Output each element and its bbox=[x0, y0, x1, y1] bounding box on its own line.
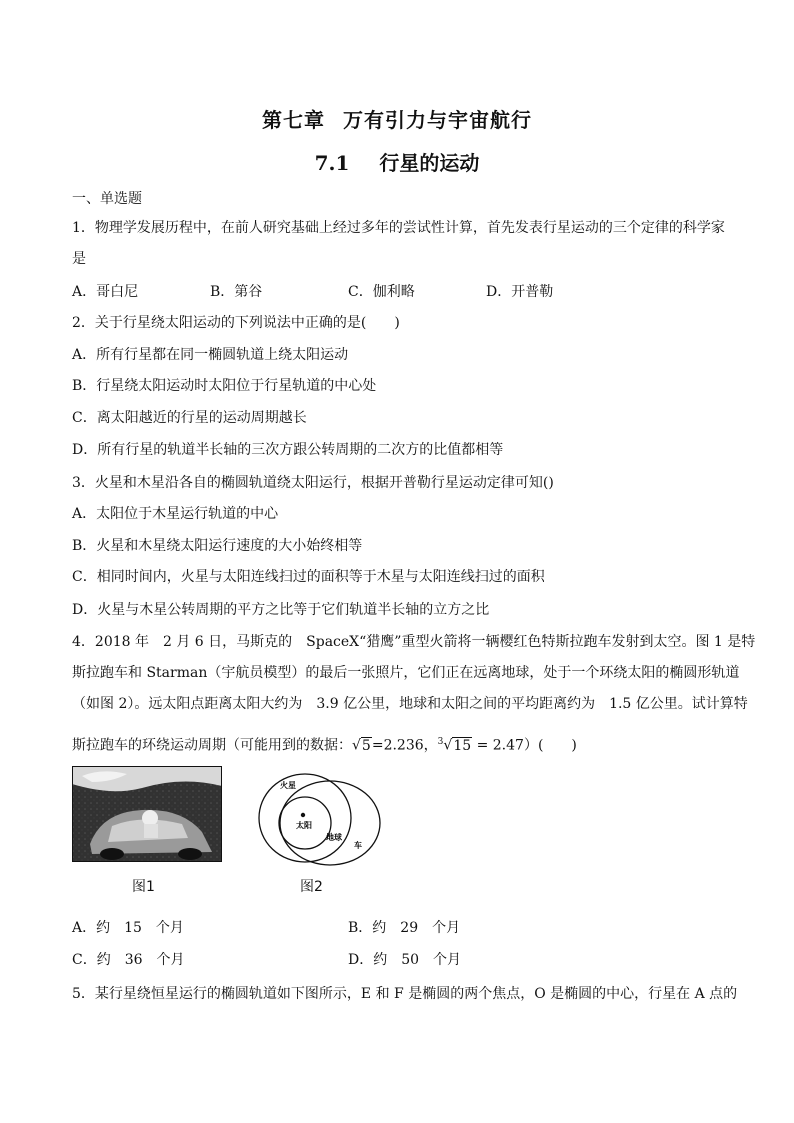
q4-stem-line4 bbox=[72, 733, 577, 755]
q3-stem: 3．火星和木星沿各自的椭圆轨道绕太阳运行，根据开普勒行星运动定律可知() bbox=[72, 475, 554, 491]
q4-line4-prefix: 斯拉跑车的环绕运动周期（可能用到的数据： bbox=[72, 737, 352, 754]
q3-option-a: A．太阳位于木星运行轨道的中心 bbox=[72, 506, 279, 522]
section-label: 一、单选题 bbox=[72, 191, 142, 207]
q4-option-a: A．约 15 个月 bbox=[72, 920, 184, 936]
q2-stem: 2．关于行星绕太阳运动的下列说法中正确的是( ) bbox=[72, 315, 400, 331]
q4-option-c: C．约 36 个月 bbox=[72, 952, 185, 968]
q3-option-b: B．火星和木星绕太阳运行速度的大小始终相等 bbox=[72, 538, 363, 554]
fig1-tesla-photo bbox=[72, 766, 222, 862]
q2-option-d: D．所有行星的轨道半长轴的三次方跟公转周期的二次方的比值都相等 bbox=[72, 442, 504, 458]
sqrt5-value: =2.236， bbox=[371, 737, 438, 754]
q5-stem-line1: 5．某行星绕恒星运行的椭圆轨道如下图所示，E 和 F 是椭圆的两个焦点，O 是椭圆的中心，行星在 A 点的 bbox=[72, 986, 738, 1002]
q2-option-a: A．所有行星都在同一椭圆轨道上绕太阳运动 bbox=[72, 347, 349, 363]
q1-option-c: C．伽利略 bbox=[348, 284, 415, 300]
cbrt-symbol: √ bbox=[443, 737, 453, 754]
q1-option-a: A．哥白尼 bbox=[72, 284, 139, 300]
q3-option-d: D．火星与木星公转周期的平方之比等于它们轨道半长轴的立方之比 bbox=[72, 602, 490, 618]
q1-stem-line1: 1．物理学发展历程中，在前人研究基础上经过多年的尝试性计算，首先发表行星运动的三个定律的科学家 bbox=[72, 220, 725, 236]
fig2-label-sun: 太阳 bbox=[296, 821, 312, 830]
section-number: 7.1 bbox=[314, 151, 350, 175]
q3-option-c: C．相同时间内，火星与太阳连线扫过的面积等于木星与太阳连线扫过的面积 bbox=[72, 569, 545, 585]
q2-option-c: C．离太阳越近的行星的运动周期越长 bbox=[72, 410, 307, 426]
cbrt-radicand: 15 bbox=[453, 737, 472, 754]
chapter-heading bbox=[0, 104, 794, 133]
section-title: 行星的运动 bbox=[379, 151, 480, 175]
section-heading bbox=[0, 147, 794, 176]
cbrt-index: 3 bbox=[437, 737, 444, 747]
fig2-label-mars: 火星 bbox=[280, 781, 296, 790]
fig2-orbit-diagram bbox=[250, 768, 390, 868]
chapter-subtitle: 万有引力与宇宙航行 bbox=[343, 108, 532, 132]
chapter-title: 第七章 bbox=[262, 108, 325, 132]
fig2-caption: 图2 bbox=[300, 879, 323, 895]
fig2-label-earth: 地球 bbox=[326, 833, 342, 842]
q1-option-d: D．开普勒 bbox=[486, 284, 554, 300]
q4-option-d: D．约 50 个月 bbox=[348, 952, 462, 968]
fig1-caption: 图1 bbox=[132, 879, 155, 895]
q4-stem-line1: 4．2018 年 2 月 6 日，马斯克的 SpaceX“猎鹰”重型火箭将一辆樱红色特斯拉跑车发射到太空。图 1 是特 bbox=[72, 634, 756, 650]
fig2-label-car: 车 bbox=[354, 841, 362, 850]
q4-stem-line3: （如图 2）。远太阳点距离太阳大约为 3.9 亿公里，地球和太阳之间的平均距离约为 1.5 亿公里。试计算特 bbox=[72, 696, 748, 712]
q2-option-b: B．行星绕太阳运动时太阳位于行星轨道的中心处 bbox=[72, 378, 377, 394]
q1-option-b: B．第谷 bbox=[210, 284, 263, 300]
cbrt-value: = 2.47）( ) bbox=[472, 737, 577, 754]
q4-stem-line2: 斯拉跑车和 Starman（宇航员模型）的最后一张照片，它们正在远离地球，处于一个环绕太阳的椭圆形轨道 bbox=[72, 665, 740, 681]
q4-option-b: B．约 29 个月 bbox=[348, 920, 461, 936]
q1-stem-line2: 是 bbox=[72, 251, 86, 267]
sqrt-symbol: √ bbox=[352, 737, 361, 754]
sqrt5-radicand: 5 bbox=[361, 737, 371, 754]
